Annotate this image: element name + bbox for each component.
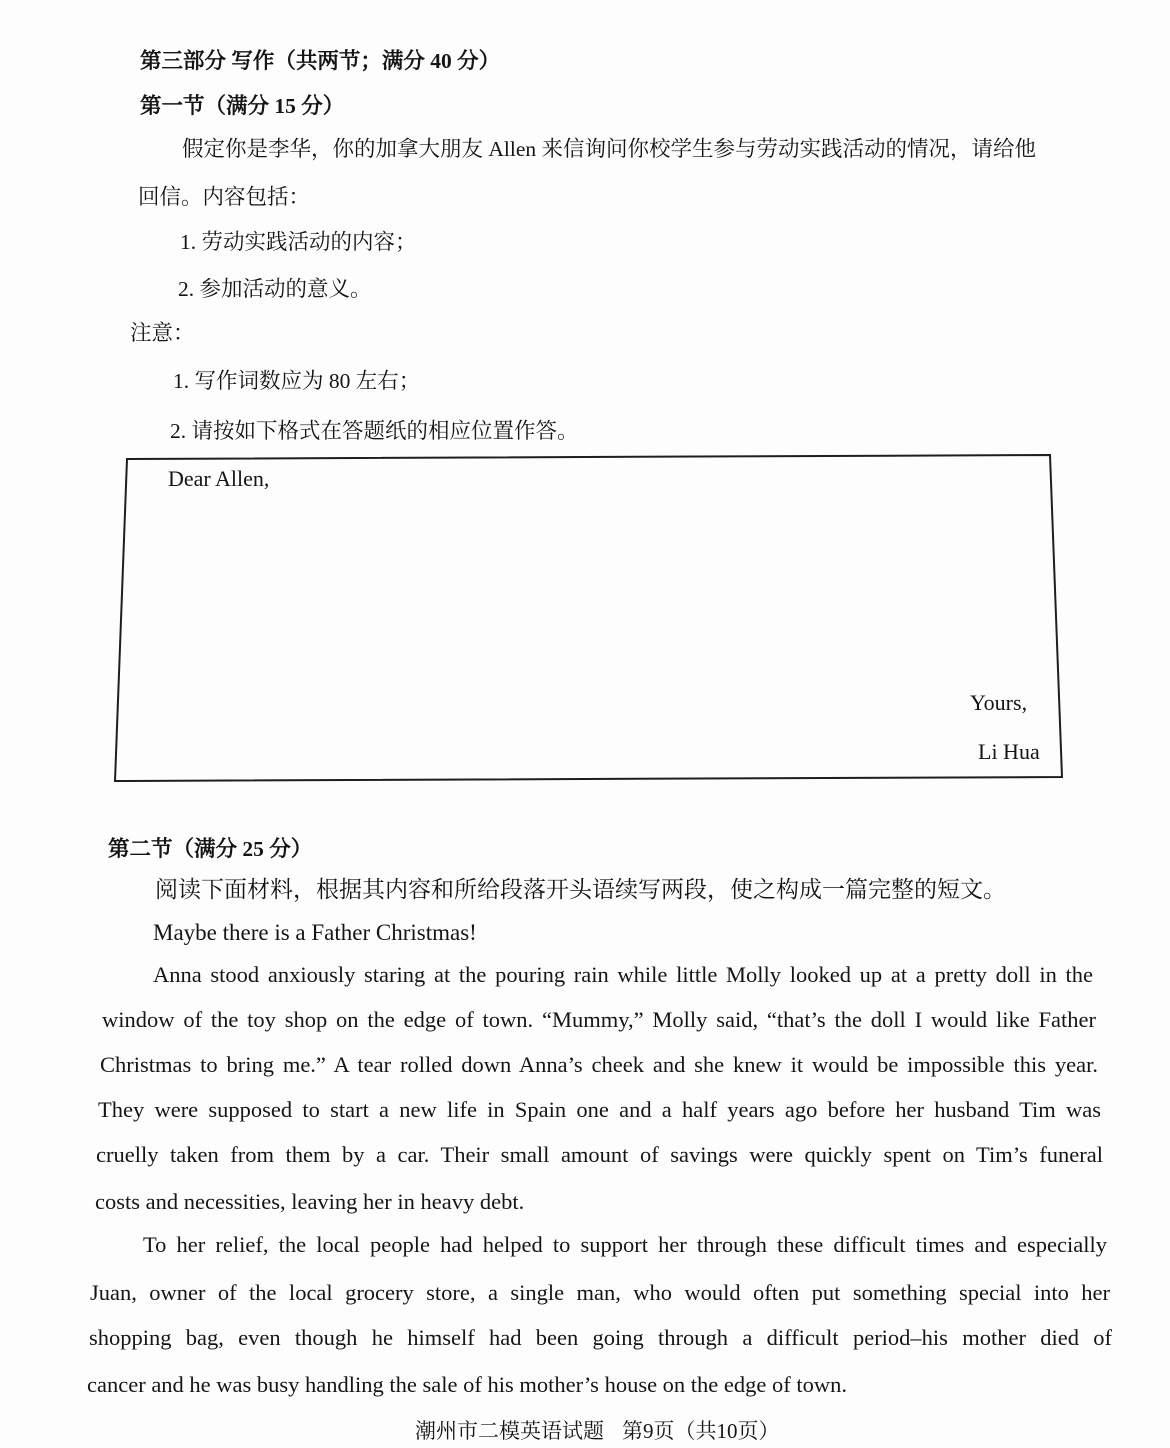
content-item: 1. 劳动实践活动的内容； bbox=[180, 230, 417, 254]
story-line: Christmas to bring me.” A tear rolled down Anna’s cheek and she knew it would be impossible this year. bbox=[100, 1052, 1098, 1077]
story-line: cruelly taken from them by a car. Their small amount of savings were quickly spent on Tim’s funeral bbox=[96, 1142, 1103, 1167]
page-footer bbox=[415, 1419, 780, 1444]
part-heading: 第三部分 写作（共两节；满分 40 分） bbox=[140, 49, 501, 73]
story-line: shopping bag, even though he himself had been going through a difficult period–his mother died of bbox=[89, 1325, 1112, 1350]
prompt-line: 假定你是李华，你的加拿大朋友 Allen 来信询问你校学生参与劳动实践活动的情况，请给他 bbox=[182, 137, 1037, 161]
story-line: cancer and he was busy handling the sale of his mother’s house on the edge of town. bbox=[87, 1372, 848, 1397]
footer-page-number: 第9页（共10页） bbox=[622, 1419, 780, 1443]
story-line: window of the toy shop on the edge of town. “Mummy,” Molly said, “that’s the doll I would like Father bbox=[102, 1007, 1096, 1032]
story-title: Maybe there is a Father Christmas! bbox=[153, 920, 477, 945]
letter-salutation: Dear Allen, bbox=[168, 466, 270, 491]
notice-label: 注意： bbox=[130, 321, 195, 345]
story-line: They were supposed to start a new life in Spain one and a half years ago before her husband Tim was bbox=[98, 1097, 1101, 1122]
letter-closing: Yours, bbox=[970, 690, 1028, 715]
notice-item: 1. 写作词数应为 80 左右； bbox=[173, 369, 421, 393]
footer-exam-name: 潮州市二模英语试题 bbox=[415, 1419, 604, 1443]
section-heading: 第二节（满分 25 分） bbox=[108, 837, 313, 861]
content-item: 2. 参加活动的意义。 bbox=[178, 277, 372, 301]
story-line: Juan, owner of the local grocery store, a single man, who would often put something special into her bbox=[90, 1280, 1110, 1305]
notice-item: 2. 请按如下格式在答题纸的相应位置作答。 bbox=[170, 419, 579, 443]
story-line: costs and necessities, leaving her in heavy debt. bbox=[95, 1189, 525, 1214]
letter-signature: Li Hua bbox=[978, 739, 1040, 764]
story-line: To her relief, the local people had helped to support her through these difficult times and especially bbox=[143, 1232, 1107, 1257]
prompt-line: 回信。内容包括： bbox=[138, 185, 311, 209]
letter-box bbox=[108, 448, 1070, 790]
section-heading: 第一节（满分 15 分） bbox=[140, 94, 345, 118]
story-line: Anna stood anxiously staring at the pouring rain while little Molly looked up at a pretty doll in the bbox=[153, 962, 1093, 987]
instruction-text: 阅读下面材料，根据其内容和所给段落开头语续写两段，使之构成一篇完整的短文。 bbox=[155, 877, 1006, 902]
